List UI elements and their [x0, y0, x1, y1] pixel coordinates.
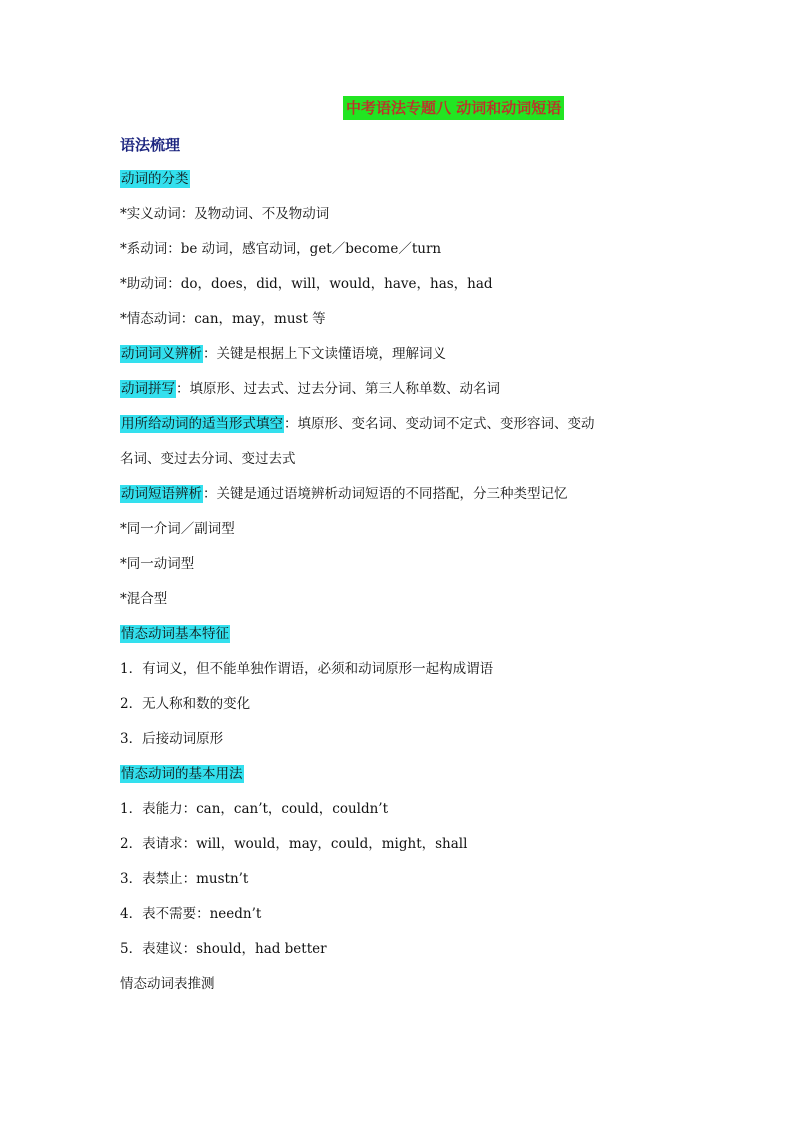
line-modal-verbs: *情态动词：can，may，must 等	[120, 311, 326, 327]
line-text: ：关键是根据上下文读懂语境，理解词义	[203, 346, 446, 362]
highlight-heading: 情态动词基本特征	[121, 626, 229, 642]
line-fill-verb-form	[120, 413, 595, 435]
line-verb-spelling	[120, 378, 500, 400]
line-same-preposition: *同一介词／副词型	[120, 521, 235, 537]
line-auxiliary-verbs: *助动词：do，does，did，will，would，have，has，had	[120, 276, 493, 292]
line-feature-1: 1．有词义，但不能单独作谓语，必须和动词原形一起构成谓语	[120, 661, 494, 677]
highlight-heading: 用所给动词的适当形式填空	[121, 416, 283, 432]
line-fill-verb-form-cont: 名词、变过去分词、变过去式	[120, 451, 296, 467]
line-usage-4: 4．表不需要：needn’t	[120, 906, 262, 922]
line-usage-1: 1．表能力：can，can’t，could，couldn’t	[120, 801, 389, 817]
highlight-heading: 情态动词的基本用法	[121, 766, 243, 782]
line-text: ：填原形、过去式、过去分词、第三人称单数、动名词	[176, 381, 500, 397]
line-feature-2: 2．无人称和数的变化	[120, 696, 251, 712]
line-modal-usage	[120, 763, 244, 785]
line-modal-features	[120, 623, 230, 645]
line-feature-3: 3．后接动词原形	[120, 731, 224, 747]
line-same-verb: *同一动词型	[120, 556, 195, 572]
line-notional-verbs: *实义动词：及物动词、不及物动词	[120, 206, 330, 222]
line-verb-classification	[120, 168, 190, 190]
section-title: 语法梳理	[120, 136, 181, 154]
highlight-heading: 动词词义辨析	[121, 346, 202, 362]
line-modal-inference: 情态动词表推测	[120, 976, 215, 992]
line-phrase-analysis	[120, 483, 568, 505]
line-text: ：填原形、变名词、变动词不定式、变形容词、变动	[284, 416, 595, 432]
line-usage-5: 5．表建议：should，had better	[120, 941, 327, 957]
line-usage-2: 2．表请求：will，would，may，could，might，shall	[120, 836, 468, 852]
line-linking-verbs: *系动词：be 动词，感官动词，get／become／turn	[120, 241, 442, 257]
document-title: 中考语法专题八 动词和动词短语	[343, 96, 564, 120]
line-text: ：关键是通过语境辨析动词短语的不同搭配，分三种类型记忆	[203, 486, 568, 502]
line-mixed-type: *混合型	[120, 591, 168, 607]
highlight-heading: 动词拼写	[121, 381, 175, 397]
line-verb-meaning	[120, 343, 446, 365]
highlight-heading: 动词短语辨析	[121, 486, 202, 502]
line-usage-3: 3．表禁止：mustn’t	[120, 871, 249, 887]
highlight-heading: 动词的分类	[121, 171, 189, 187]
